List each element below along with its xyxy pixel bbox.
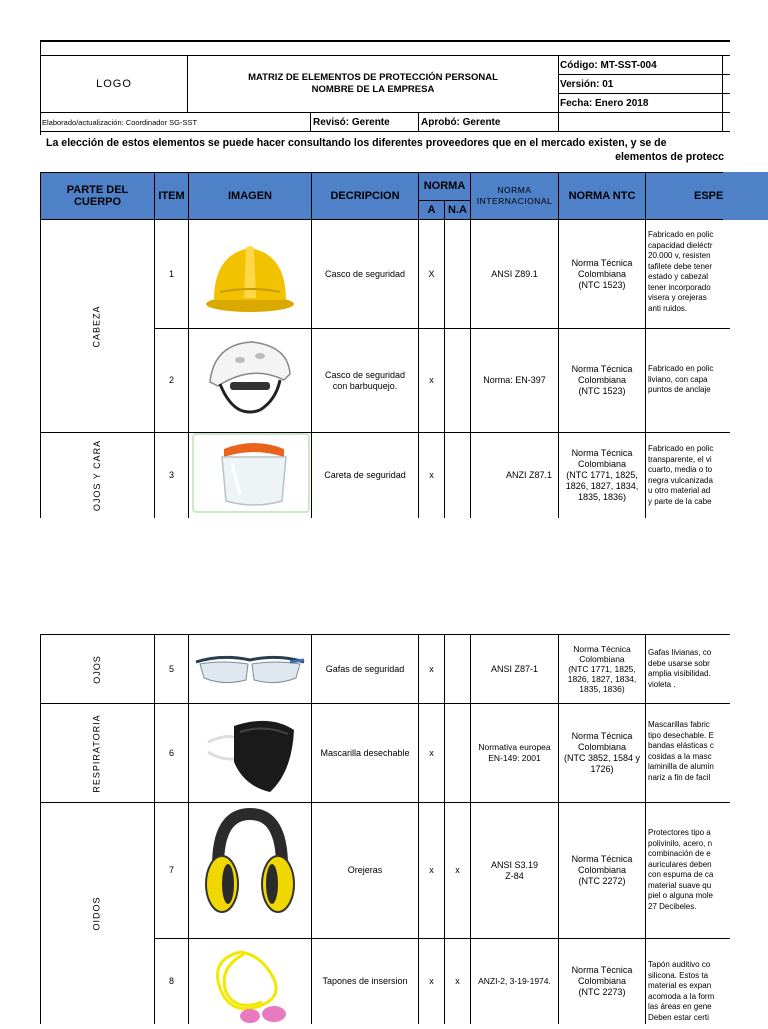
row-2-specification: Fabricado en polic liviano, con capa puntos de anclaje xyxy=(648,364,714,394)
hard-hat-image xyxy=(200,232,300,317)
row-3-description: Careta de seguridad xyxy=(324,470,406,480)
group-ojos-cara xyxy=(41,433,154,518)
row-7-specification: Protectores tipo a polivinilo, acero, n combinación de e auriculares deben con espuma de ca material suave qu piel o alguna mole 27 Decibeles. xyxy=(648,828,714,911)
title-line-2: NOMBRE DE LA EMPRESA xyxy=(311,84,435,95)
title-line-1: MATRIZ DE ELEMENTOS DE PROTECCIÓN PERSONAL xyxy=(248,72,498,83)
row-6-norma-internacional: Normativa europea EN-149: 2001 xyxy=(478,742,551,763)
row-5-norma-ntc: Norma Técnica Colombiana (NTC 1771, 1825, 1826, 1827, 1834, 1835, 1836) xyxy=(567,644,637,694)
row-3-norma-na xyxy=(445,433,470,518)
row-3-item: 3 xyxy=(168,470,174,480)
row-1-item: 1 xyxy=(168,268,174,279)
reviewed-by: Revisó: Gerente xyxy=(313,116,390,128)
row-3-specification: Fabricado en polic transparente, el vi cuarto, media o to negra vulcanizada u otro material ad y parte de la cabe xyxy=(648,444,714,506)
row-2-norma-internacional: Norma: EN-397 xyxy=(483,375,546,385)
document-version: Versión: 01 xyxy=(560,79,614,90)
row-2-norma-a: x xyxy=(429,375,434,385)
row-5-norma-na xyxy=(445,635,470,703)
row-2-item: 2 xyxy=(168,375,174,385)
row-3-norma-ntc: Norma Técnica Colombiana (NTC 1771, 1825, 1826, 1827, 1834, 1835, 1836) xyxy=(565,448,639,502)
document-title xyxy=(188,56,558,112)
row-5-description: Gafas de seguridad xyxy=(325,663,405,674)
col-parte-del-cuerpo: PARTE DEL CUERPO xyxy=(41,172,154,220)
table-header xyxy=(40,172,768,220)
group-respiratoria xyxy=(41,704,154,802)
col-item: ITEM xyxy=(155,172,188,220)
document-code: Código: MT-SST-004 xyxy=(560,60,657,71)
row-5-norma-a: x xyxy=(429,663,434,674)
intro-line-2: elementos de protecc xyxy=(615,151,724,163)
row-1-norma-a: X xyxy=(428,268,435,279)
row-7-norma-na: x xyxy=(455,865,460,875)
row-5-item: 5 xyxy=(168,663,174,674)
col-imagen: IMAGEN xyxy=(189,172,311,220)
intro-line-1: La elección de estos elementos se puede hacer consultando los diferentes proveedores que en el mercado existen, y se de xyxy=(46,137,667,149)
face-shield-image xyxy=(192,433,310,513)
col-norma-a: A xyxy=(419,201,444,220)
table-section-2 xyxy=(40,634,730,1024)
col-norma-ntc: NORMA NTC xyxy=(559,172,645,220)
row-1-norma-na xyxy=(445,220,470,328)
row-8-specification: Tapón auditivo co silicona. Estos ta material es expan acomoda a la form las áreas en gene Deben estar certi xyxy=(648,960,715,1022)
row-1-norma-internacional: ANSI Z89.1 xyxy=(491,268,538,279)
row-6-description: Mascarilla desechable xyxy=(320,747,410,758)
row-5-specification: Gafas livianas, co debe usarse sobr amplia visibilidad. violeta . xyxy=(648,648,712,689)
col-especificaciones: ESPE xyxy=(646,172,768,220)
row-6-norma-ntc: Norma Técnica Colombiana (NTC 3852, 1584 y 1726) xyxy=(563,731,641,774)
row-1-description: Casco de seguridad xyxy=(324,268,406,279)
row-8-norma-a: x xyxy=(429,976,434,986)
group-cabeza xyxy=(41,220,154,432)
row-6-norma-a: x xyxy=(429,747,434,758)
group-ojos-label: OJOS xyxy=(91,654,102,684)
group-cabeza-label: CABEZA xyxy=(91,304,102,348)
row-7-norma-ntc: Norma Técnica Colombiana (NTC 2272) xyxy=(571,854,633,886)
group-oidos-label: OIDOS xyxy=(91,896,102,931)
logo-placeholder: LOGO xyxy=(96,77,132,90)
safety-glasses-image xyxy=(192,646,308,690)
col-norma-na: N.A xyxy=(445,201,470,220)
document-header xyxy=(0,0,768,135)
row-2-description: Casco de seguridad con barbuquejo. xyxy=(324,369,406,391)
earmuffs-image xyxy=(200,808,300,920)
intro-text xyxy=(40,136,730,166)
earplugs-image xyxy=(200,946,300,1024)
row-8-norma-na: x xyxy=(455,976,460,986)
table-section-1 xyxy=(40,220,730,518)
group-ojos xyxy=(41,635,154,703)
group-ojos-cara-label: OJOS Y CARA xyxy=(92,439,102,512)
group-oidos xyxy=(41,803,154,1024)
row-7-description: Orejeras xyxy=(347,865,383,875)
row-2-norma-ntc: Norma Técnica Colombiana (NTC 1523) xyxy=(571,364,633,396)
col-norma: NORMA xyxy=(419,172,470,200)
row-1-specification: Fabricado en polic capacidad dieléctr 20.000 v, resisten tafilete debe tener estado y cabezal tener incorporado visera y orejeras anti ruidos. xyxy=(648,230,714,313)
row-8-description: Tapones de insersion xyxy=(322,976,408,986)
row-6-item: 6 xyxy=(168,747,174,758)
row-7-item: 7 xyxy=(168,865,174,875)
group-respiratoria-label: RESPIRATORIA xyxy=(92,713,102,793)
row-3-norma-a: x xyxy=(429,470,434,480)
row-7-norma-internacional: ANSI S3.19 Z-84 xyxy=(490,859,539,881)
row-8-norma-internacional: ANZI-2, 3-19-1974. xyxy=(478,976,551,986)
helmet-with-chinstrap-image xyxy=(200,334,300,424)
col-descripcion: DECRIPCION xyxy=(312,172,418,220)
row-8-norma-ntc: Norma Técnica Colombiana (NTC 2273) xyxy=(571,965,633,997)
row-6-norma-na xyxy=(445,704,470,802)
row-8-item: 8 xyxy=(168,976,174,986)
row-2-norma-na xyxy=(445,329,470,432)
approved-by: Aprobó: Gerente xyxy=(421,116,501,128)
elaborated-by: Elaborado/actualización: Coordinador SG-SST xyxy=(42,117,198,127)
row-7-norma-a: x xyxy=(429,865,434,875)
disposable-mask-image xyxy=(200,712,310,800)
row-3-norma-internacional: ANZI Z87.1 xyxy=(505,470,552,480)
row-6-specification: Mascarillas fabric tipo desechable. E bandas elásticas c cosidas a la masc laminilla de alumin nariz a fin de facil xyxy=(648,720,714,782)
row-1-norma-ntc: Norma Técnica Colombiana (NTC 1523) xyxy=(571,257,633,290)
document-date: Fecha: Enero 2018 xyxy=(560,97,649,109)
col-norma-internacional: NORMA INTERNACIONAL xyxy=(471,172,558,220)
row-5-norma-internacional: ANSI Z87-1 xyxy=(490,663,539,674)
